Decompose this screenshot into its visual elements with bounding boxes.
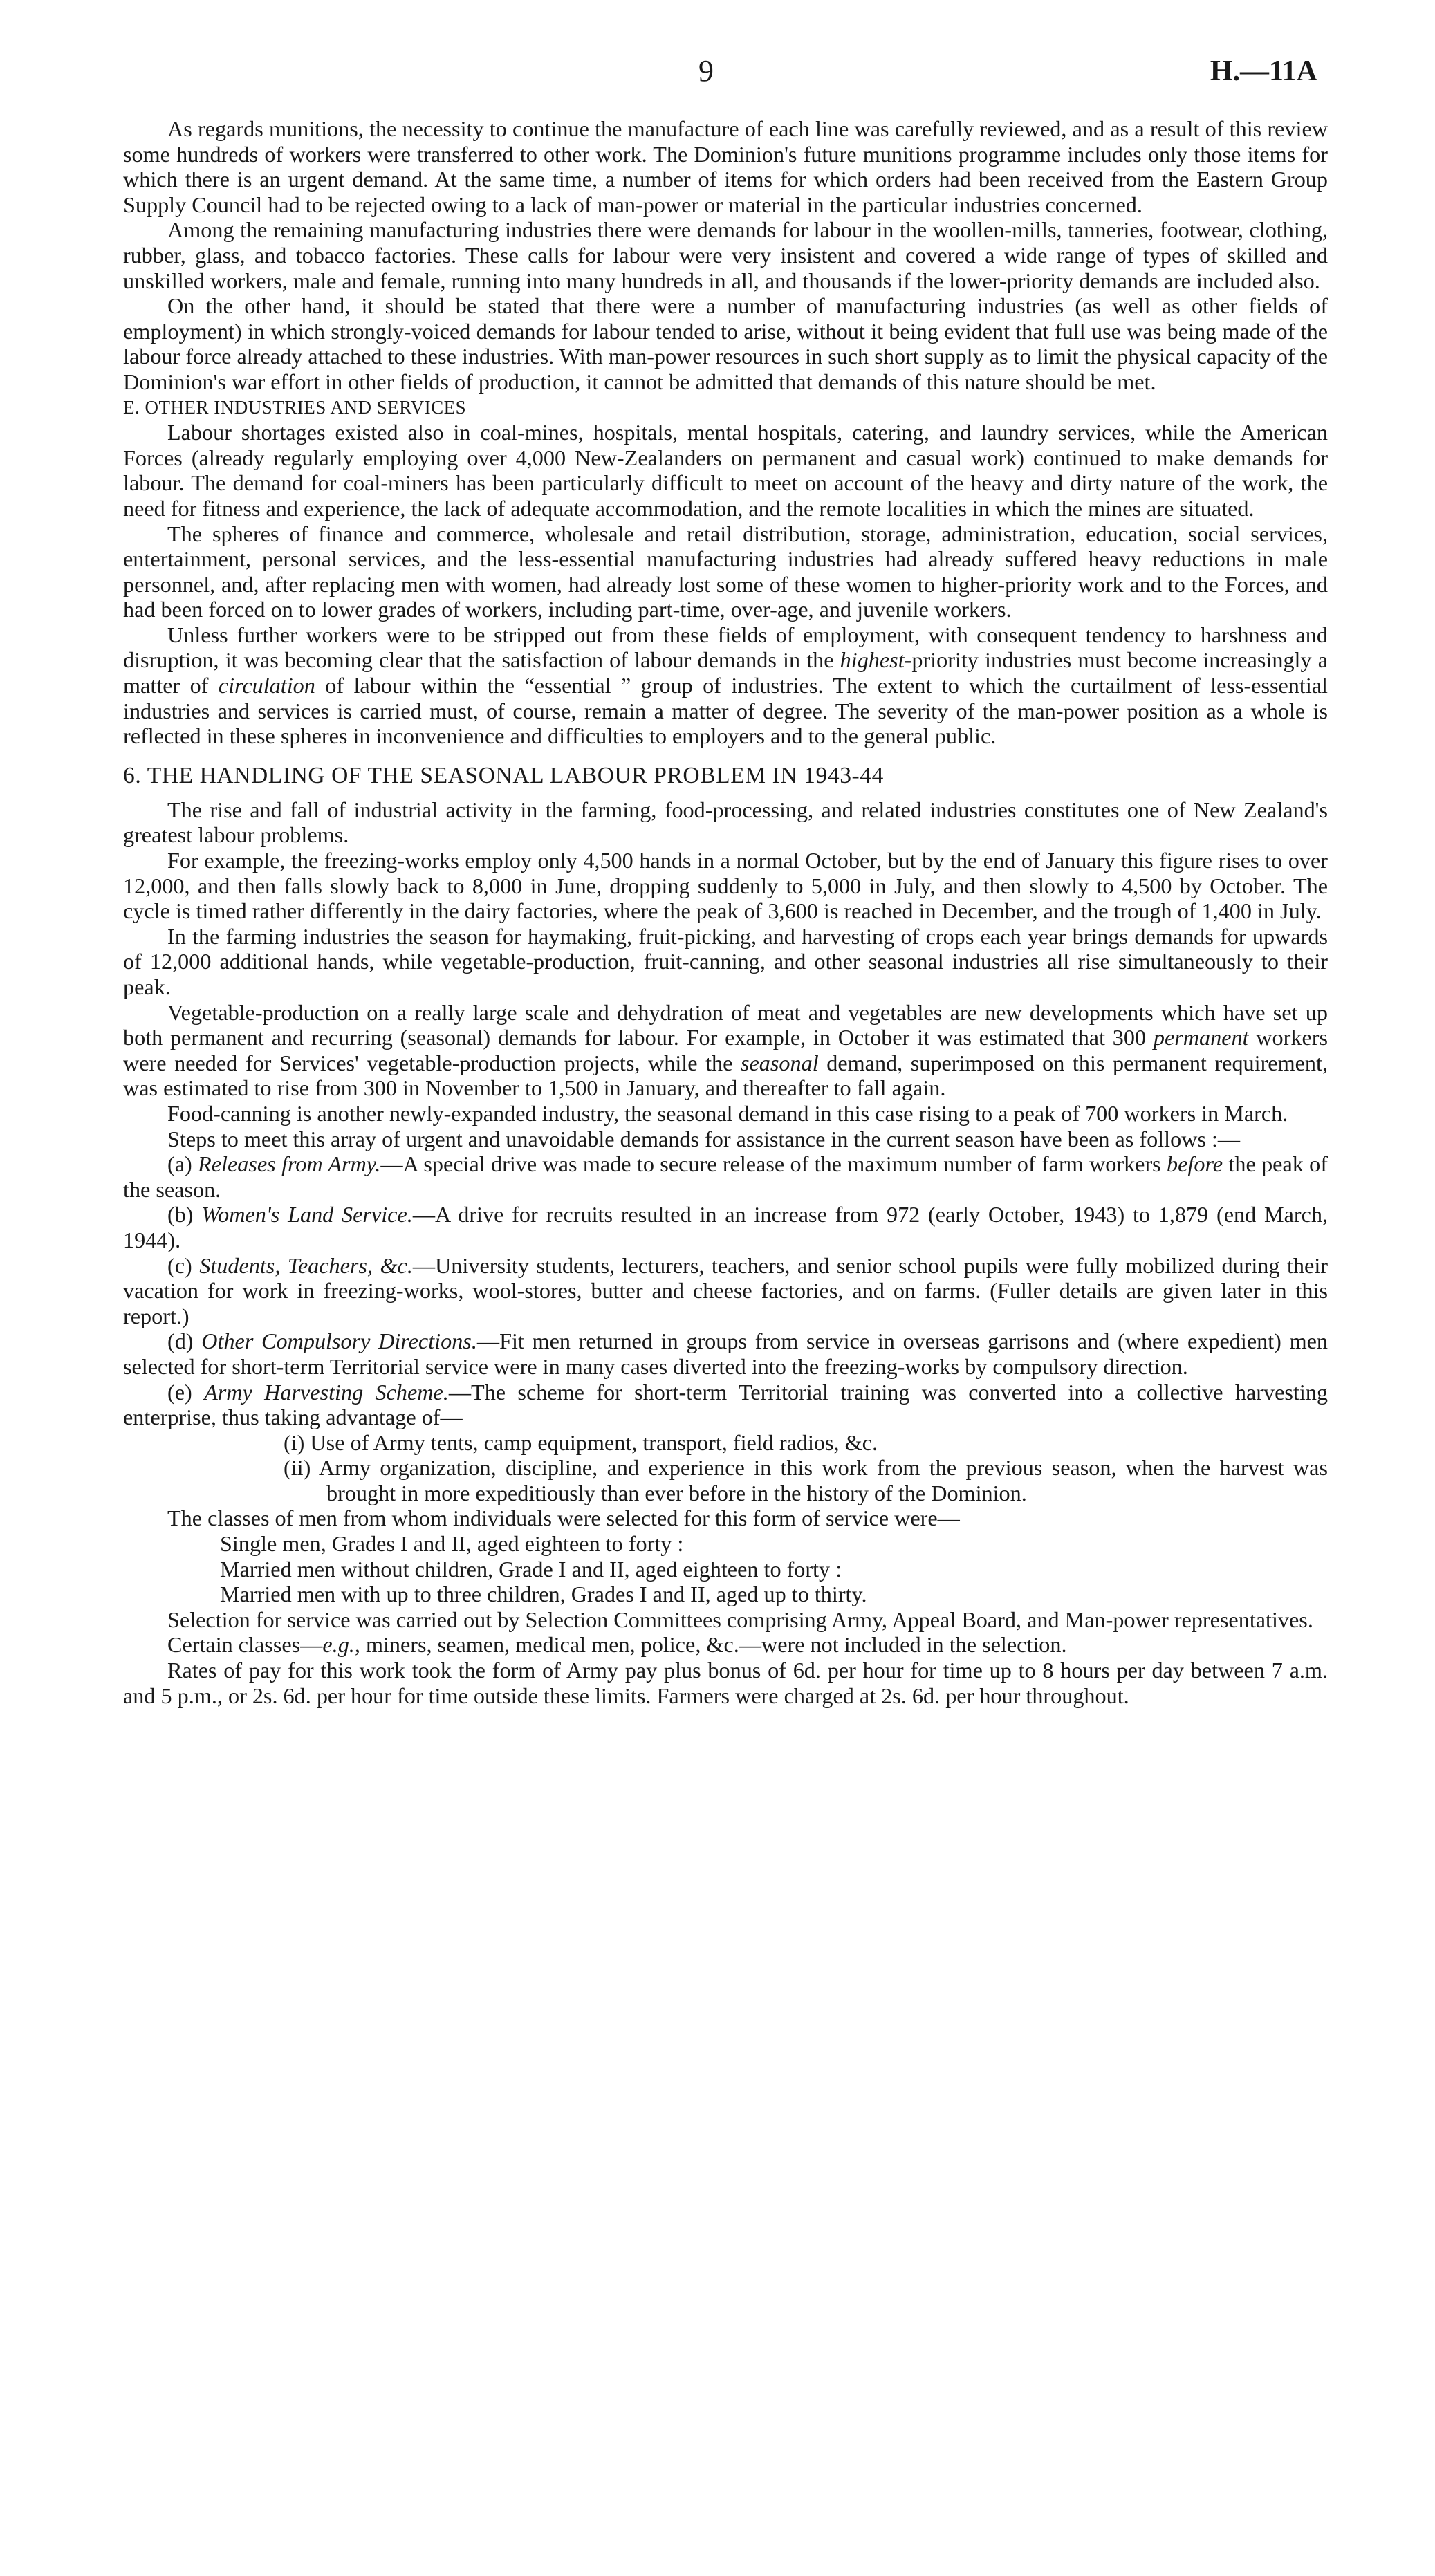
paragraph-food-canning: Food-canning is another newly-expanded industry, the seasonal demand in this case rising to a peak of 700 workers in March. bbox=[167, 1100, 1288, 1126]
paragraph-farming-industries: In the farming industries the season for haymaking, fruit-picking, and harvesting of crops each year brings demands for upwards of 12,000 additional hands, while vegetable-production, fruit-canning, and other seasonal industries all rise simultaneously to their peak. bbox=[123, 923, 1328, 999]
list-item-womens-land-service: (b) Women's Land Service.—A drive for recruits resulted in an increase from 972 (early October, 1943) to 1,879 (end March, 1944). bbox=[123, 1202, 1328, 1252]
section-heading-seasonal-labour: 6. THE HANDLING OF THE SEASONAL LABOUR PROBLEM IN 1943-44 bbox=[123, 762, 884, 788]
sub-item-army-organization: (ii) Army organization, discipline, and experience in this work from the previous season, when the harvest was brought in more expeditiously than ever before in the history of the Dominion. bbox=[284, 1455, 1328, 1505]
sub-item-army-tents: (i) Use of Army tents, camp equipment, transport, field radios, &c. bbox=[284, 1429, 878, 1455]
paragraph-certain-classes: Certain classes—e.g., miners, seamen, medical men, police, &c.—were not included in the selection. bbox=[167, 1632, 1067, 1658]
paragraph-steps: Steps to meet this array of urgent and unavoidable demands for assistance in the current season have been as follows :— bbox=[167, 1126, 1241, 1151]
list-item-compulsory-directions: (d) Other Compulsory Directions.—Fit men returned in groups from service in overseas garrisons and (where expedient) men selected for short-term Territorial service were in many cases diverted into the freezing-works by compulsory direction. bbox=[123, 1328, 1328, 1379]
paragraph-classes-of-men: The classes of men from whom individuals were selected for this form of service were— bbox=[167, 1505, 960, 1531]
paragraph-other-hand: On the other hand, it should be stated that there were a number of manufacturing industries (as well as other fields of employment) in which strongly-voiced demands for labour tended to arise, without it being evident that full use was being made of the labour force already attached to these industries. With man-power resources in such short supply as to limit the physical capacity of the Dominion's war effort in other fields of production, it cannot be admitted that demands of this nature should be met. bbox=[123, 293, 1328, 394]
page-reference: H.—11A bbox=[1210, 55, 1317, 87]
class-married-without-children: Married men without children, Grade I and II, aged eighteen to forty : bbox=[220, 1556, 842, 1582]
paragraph-manufacturing-demands: Among the remaining manufacturing industries there were demands for labour in the woollen-mills, tanneries, footwear, clothing, rubber, glass, and tobacco factories. These calls for labour were very insistent and covered a wide range of types of skilled and unskilled workers, male and female, running into many hundreds in all, and thousands if the lower-priority demands are included also. bbox=[123, 217, 1328, 293]
paragraph-munitions: As regards munitions, the necessity to continue the manufacture of each line was carefully reviewed, and as a result of this review some hundreds of workers were transferred to other work. The Dominion's future munitions programme includes only those items for which there is an urgent demand. At the same time, a number of items for which orders had been received from the Eastern Group Supply Council had to be rejected owing to a lack of man-power or material in the particular industries concerned. bbox=[123, 116, 1328, 217]
paragraph-labour-shortages: Labour shortages existed also in coal-mines, hospitals, mental hospitals, catering, and laundry services, while the American Forces (already regularly employing over 4,000 New-Zealanders on permanent and casual work) continued to make demands for labour. The demand for coal-miners has been particularly difficult to meet on account of the heavy and dirty nature of the work, the need for fitness and experience, the lack of adequate accommodation, and the remote localities in which the mines are situated. bbox=[123, 420, 1328, 521]
paragraph-vegetable-production: Vegetable-production on a really large scale and dehydration of meat and vegetables are new developments which have set up both permanent and recurring (seasonal) demands for labour. For example, in October it was estimated that 300 permanent workers were needed for Services' vegetable-production projects, while the seasonal demand, superimposed on this permanent requirement, was estimated to rise from 300 in November to 1,500 in January, and thereafter to fall again. bbox=[123, 999, 1328, 1101]
paragraph-spheres-finance: The spheres of finance and commerce, wholesale and retail distribution, storage, administration, education, social services, entertainment, personal services, and the less-essential manufacturing industries had already suffered heavy reductions in male personnel, and, after replacing men with women, had already lost some of these women to higher-priority work and to the Forces, and had been forced on to lower grades of workers, including part-time, over-age, and juvenile workers. bbox=[123, 521, 1328, 622]
paragraph-rates-of-pay: Rates of pay for this work took the form of Army pay plus bonus of 6d. per hour for time up to 8 hours per day between 7 a.m. and 5 p.m., or 2s. 6d. per hour for time outside these limits. Farmers were charged at 2s. 6d. per hour throughout. bbox=[123, 1658, 1328, 1708]
class-single-men: Single men, Grades I and II, aged eighteen to forty : bbox=[220, 1531, 684, 1557]
paragraph-circulation: Unless further workers were to be stripped out from these fields of employment, with consequent tendency to harshness and disruption, it was becoming clear that the satisfaction of labour demands in the highest-priority industries must become increasingly a matter of circulation of labour within the “essential ” group of industries. The extent to which the curtailment of less-essential industries and services is carried must, of course, remain a matter of degree. The severity of the man-power position as a whole is reflected in these spheres in inconvenience and difficulties to employers and to the general public. bbox=[123, 622, 1328, 749]
page-number: 9 bbox=[698, 54, 714, 88]
paragraph-selection: Selection for service was carried out by Selection Committees comprising Army, Appeal Board, and Man-power representatives. bbox=[167, 1606, 1313, 1632]
class-married-with-children: Married men with up to three children, Grades I and II, aged up to thirty. bbox=[220, 1582, 867, 1607]
paragraph-rise-and-fall: The rise and fall of industrial activity in the farming, food-processing, and related industries constitutes one of New Zealand's greatest labour problems. bbox=[123, 797, 1328, 848]
list-item-army-harvesting: (e) Army Harvesting Scheme.—The scheme for short-term Territorial training was converted into a collective harvesting enterprise, thus taking advantage of— bbox=[123, 1379, 1328, 1430]
list-item-releases-from-army: (a) Releases from Army.—A special drive was made to secure release of the maximum number of farm workers before the peak of the season. bbox=[123, 1151, 1328, 1202]
page-content bbox=[123, 116, 1328, 1708]
paragraph-freezing-works: For example, the freezing-works employ only 4,500 hands in a normal October, but by the end of January this figure rises to over 12,000, and then falls slowly back to 8,000 in June, dropping suddenly to 5,000 in July, and then slowly to 4,500 by October. The cycle is timed rather differently in the dairy factories, where the peak of 3,600 is reached in December, and the trough of 1,400 in July. bbox=[123, 848, 1328, 924]
list-item-students-teachers: (c) Students, Teachers, &c.—University students, lecturers, teachers, and senior school pupils were fully mobilized during their vacation for work in freezing-works, wool-stores, butter and cheese factories, and on farms. (Fuller details are given later in this report.) bbox=[123, 1252, 1328, 1328]
section-heading-other-industries: E. OTHER INDUSTRIES AND SERVICES bbox=[123, 396, 467, 418]
